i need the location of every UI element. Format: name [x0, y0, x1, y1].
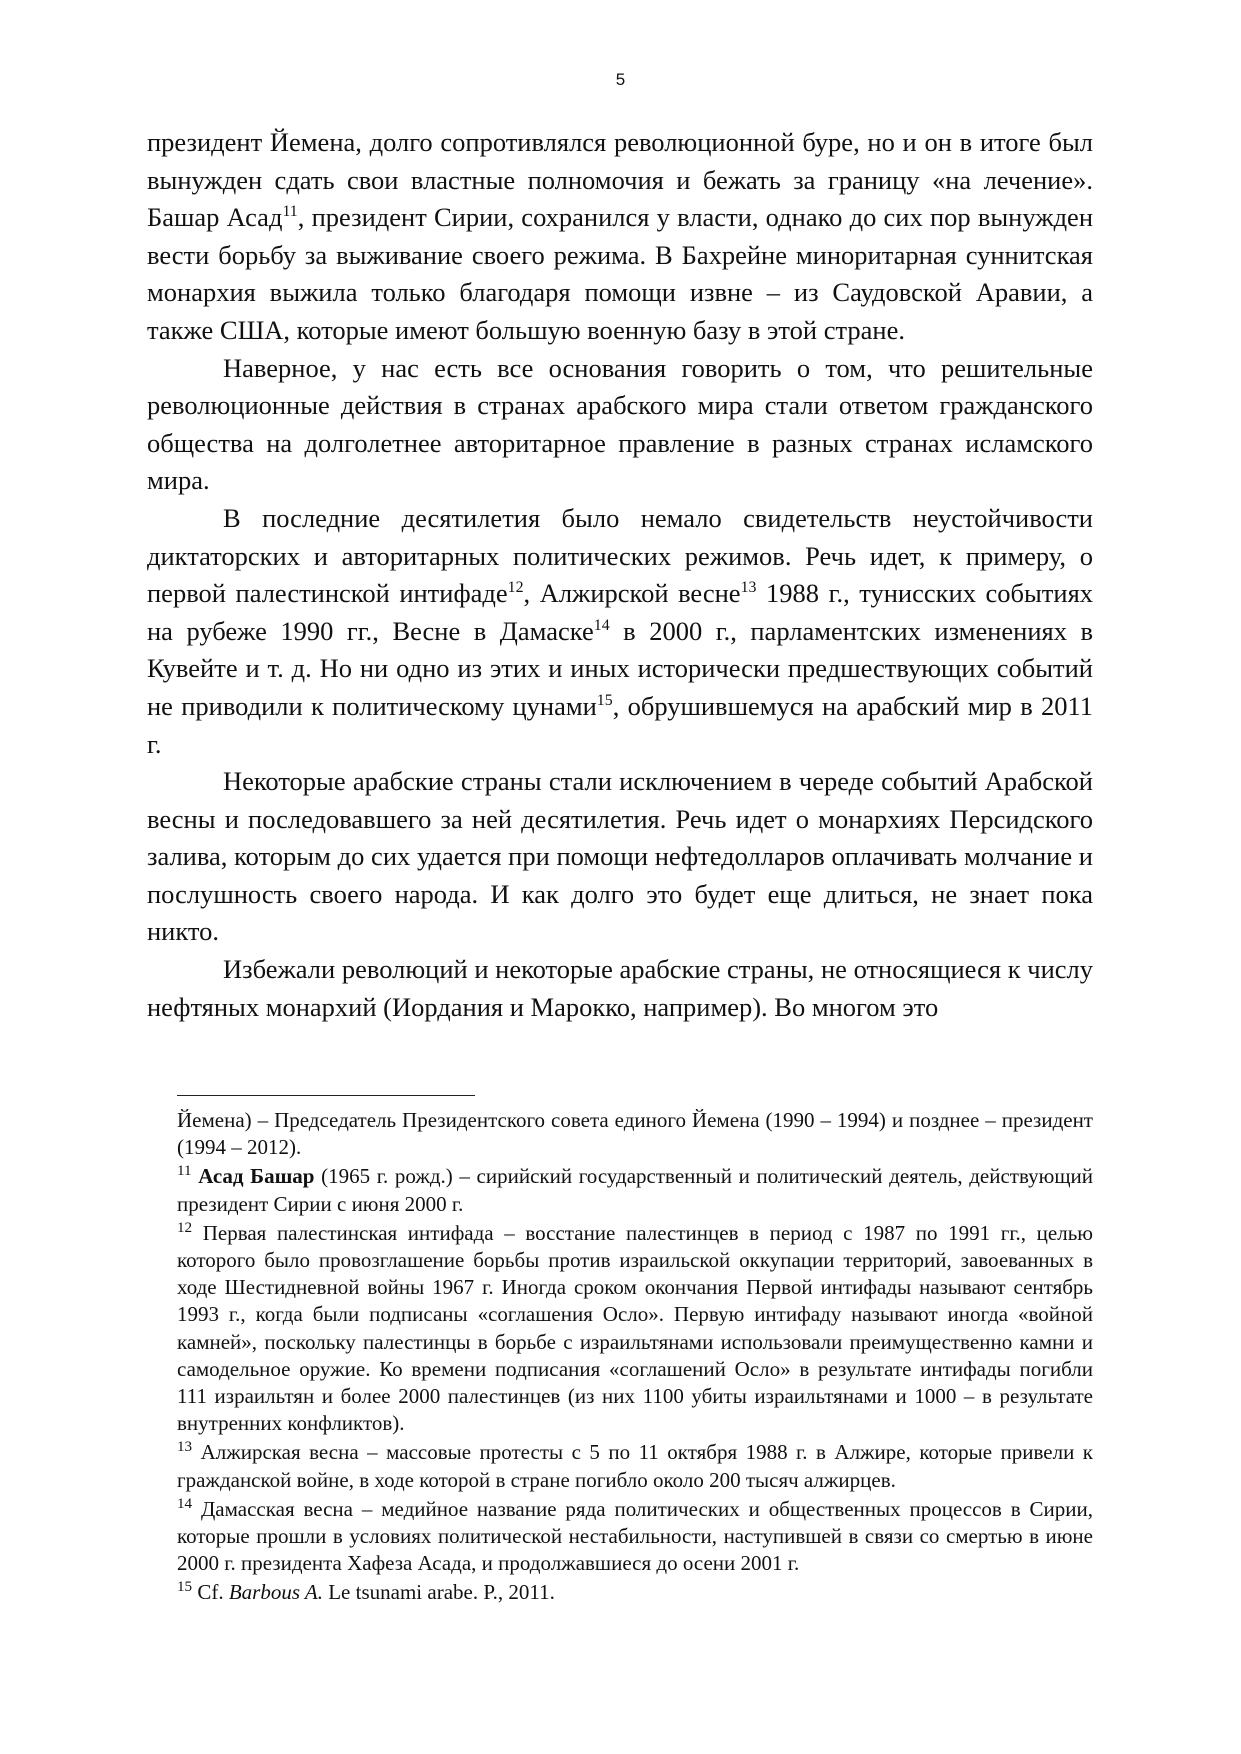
footnote-15-prefix: Cf. [192, 1580, 229, 1605]
footnote-continuation: Йемена) – Председатель Президентского совета единого Йемена (1990 – 1994) и позднее – президент (1994 – 2012). [177, 1108, 1093, 1160]
paragraph-3-text-d: в 2000 г., парламентских изменениях в Кувейте и т. д. Но ни одно из этих и иных исторически предшествующих событий не приводили к политическому цунами [147, 615, 1093, 721]
paragraph-4: Некоторые арабские страны стали исключением в череде событий Арабской весны и последовавшего за ней десятилетия. Речь идет о монархиях Персидского залива, которым до сих удается при помощи нефтедолларов оплачивать молчание и послушность своего народа. И как долго это будет еще длиться, не знает пока никто. [147, 766, 1093, 947]
footnote-15-text: Le tsunami arabe. P., 2011. [322, 1580, 555, 1605]
footnote-13-text: Алжирская весна – массовые протесты с 5 по 11 октября 1988 г. в Алжире, которые привели к гражданской войне, в ходе которой в стране погибло около 200 тысяч алжирцев. [177, 1440, 1093, 1492]
footnote-ref-11[interactable]: 11 [282, 203, 298, 221]
footnote-separator [177, 1095, 475, 1096]
paragraph-1-text: президент Йемена, долго сопротивлялся революционной буре, но и он в итоге был вынужден сдать свои властные полномочия и бежать за границу «на лечение». Башар Асад [147, 127, 1093, 233]
footnote-ref-14[interactable]: 14 [593, 616, 610, 634]
footnote-15-number: 15 [177, 1579, 193, 1596]
paragraph-3 [147, 500, 1093, 763]
footnote-12-text: Первая палестинская интифада – восстание палестинцев в период с 1987 по 1991 гг., целью которого было провозглашение борьбы против израильской оккупации территорий, завоеванных в ходе Шестидневной войны 1967 г. Иногда сроком окончания Первой интифады называют сентябрь 1993 г., когда были подписаны «соглашения Осло». Первую интифаду называют иногда «войной камней», поскольку палестинцы в борьбе с израильтянами использовали преимущественно камни и самодельное оружие. Ко времени подписания «соглашений Осло» в результате интифады погибли 111 израильтян и более 2000 палестинцев (из них 1100 убиты израильтянами и 1000 – в результате внутренних конфликтов). [177, 1220, 1093, 1436]
paragraph-2: Наверное, у нас есть все основания говорить о том, что решительные революционные действия в странах арабского мира стали ответом гражданского общества на долголетнее авторитарное правление в разных странах исламского мира. [147, 352, 1093, 496]
footnote-14-text: Дамасская весна – медийное название ряда политических и общественных процессов в Сирии, которые прошли в условиях политической нестабильности, наступившей в связи со смертью в июне 2000 г. президента Хафеза Асада, и продолжавшиеся до осени 2001 г. [177, 1496, 1093, 1576]
body-text [147, 124, 1093, 1026]
footnote-15-author: Barbous A. [228, 1580, 323, 1605]
footnote-ref-12[interactable]: 12 [507, 579, 524, 597]
footnote-11-number: 11 [177, 1163, 192, 1180]
footnote-11-name: Асад Башар [198, 1164, 315, 1189]
paragraph-3-text-c: 1988 г., тунисских событиях на рубеже 1990 гг., Весне в Дамаске [147, 578, 1094, 646]
footnotes [177, 1107, 1093, 1609]
paragraph-3-text-b: , Алжирской весне [523, 578, 741, 609]
footnote-14 [177, 1496, 1093, 1578]
footnote-12 [177, 1220, 1093, 1438]
footnote-ref-13[interactable]: 13 [740, 579, 757, 597]
paragraph-3-text-a: В последние десятилетия было немало свидетельств неустойчивости диктаторских и авторитарных политических режимов. Речь идет, к примеру, о первой палестинской интифаде [147, 502, 1093, 609]
footnote-11-text: (1965 г. рожд.) – сирийский государственный и политический деятель, действующий президент Сирии с июня 2000 г. [177, 1164, 1094, 1216]
footnote-14-number: 14 [177, 1495, 193, 1512]
paragraph-1-tail: , президент Сирии, сохранился у власти, однако до сих пор вынужден вести борьбу за выживание своего режима. В Бахрейне миноритарная суннитская монархия выжила только благодаря помощи извне – из Саудовской Аравии, а также США, которые имеют большую военную базу в этой стране. [147, 202, 1093, 345]
footnote-13-number: 13 [177, 1439, 193, 1456]
footnote-12-number: 12 [177, 1219, 193, 1236]
paragraph-5: Избежали революций и некоторые арабские страны, не относящиеся к числу нефтяных монархий (Иордания и Марокко, например). Во многом это [147, 954, 1093, 1022]
paragraph-1 [147, 124, 1093, 350]
footnote-13 [177, 1439, 1093, 1493]
footnote-11 [177, 1163, 1093, 1217]
footnote-15 [177, 1579, 1093, 1606]
footnote-ref-15[interactable]: 15 [596, 692, 613, 710]
paragraph-3-text-e: , обрушившемуся на арабский мир в 2011 г. [147, 690, 1093, 759]
page-number: 5 [615, 70, 626, 89]
